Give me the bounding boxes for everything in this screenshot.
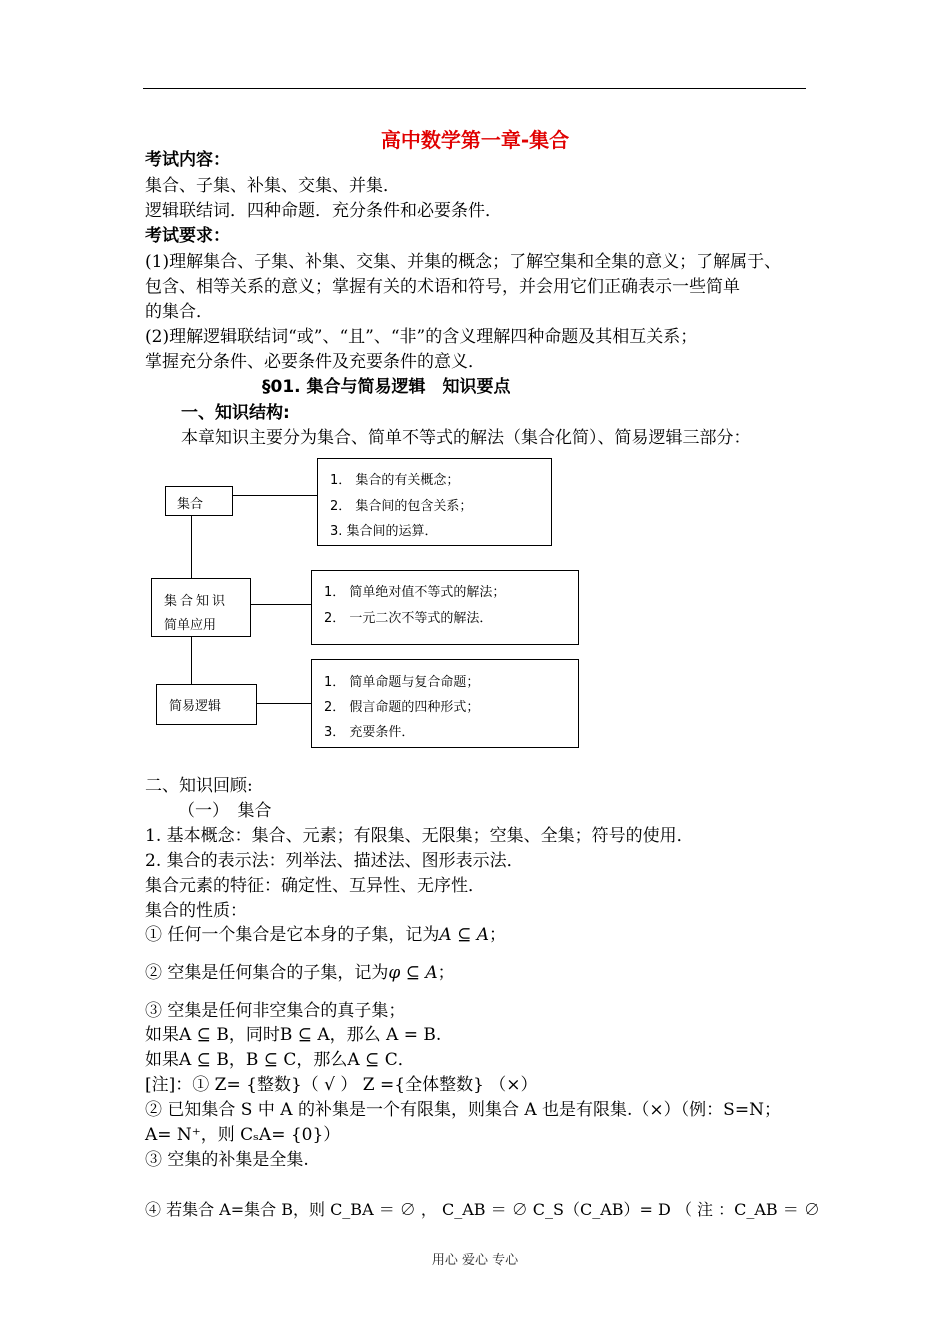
requirement-line: (1)理解集合、子集、补集、交集、并集的概念；了解空集和全集的意义；了解属于、 (145, 252, 782, 272)
top-rule (143, 88, 806, 89)
connector-line (191, 636, 192, 684)
section-subheading: 一、知识结构: (181, 403, 290, 423)
property-end: ； (437, 963, 455, 983)
exam-content-heading: 考试内容： (145, 150, 230, 170)
review-line: 集合的性质： (145, 901, 247, 921)
section-heading: §01. 集合与简易逻辑 知识要点 (262, 377, 511, 397)
note-line: ② 已知集合 S 中 A 的补集是一个有限集，则集合 A 也是有限集.（×）（例：S=N； (145, 1100, 781, 1120)
requirement-line: (2)理解逻辑联结词“或”、“且”、“非”的含义理解四种命题及其相互关系； (145, 327, 698, 347)
requirement-line: 的集合． (145, 302, 213, 322)
box-logic-topics (311, 659, 579, 748)
node-logic-label: 简易逻辑 (169, 699, 222, 714)
box-set-topics (317, 458, 552, 546)
review-line: 1. 基本概念：集合、元素；有限集、无限集；空集、全集；符号的使用． (145, 826, 694, 846)
property-math: φ ⊆ A (388, 963, 438, 983)
box-item: 1． 简单绝对值不等式的解法； (324, 585, 506, 600)
section-intro: 本章知识主要分为集合、简单不等式的解法（集合化简）、简易逻辑三部分： (181, 428, 751, 448)
node-set-label: 集合 (177, 497, 204, 512)
page-footer: 用心 爱心 专心 (431, 1253, 519, 1268)
node-app-label-line2: 简单应用 (164, 618, 217, 633)
requirement-line: 掌握充分条件、必要条件及充要条件的意义． (145, 352, 485, 372)
review-subheading: （一） 集合 (178, 801, 272, 821)
property-line (145, 961, 455, 985)
property-end: ； (489, 925, 507, 945)
review-heading: 二、知识回顾: (145, 776, 253, 796)
node-set-application (151, 578, 251, 637)
connector-line (250, 604, 311, 605)
note-line: [注]：① Z= {整数}（ √ ） Z ={全体整数} （×） (145, 1075, 538, 1095)
note-line: ④ 若集合 A=集合 B，则 C_BA ＝ ∅ ， C_AB ＝ ∅ C_S（C_AB）= D （ 注 ：C_AB ＝ ∅ (145, 1200, 820, 1219)
note-line: A= N⁺，则 CₛA= {0}） (145, 1125, 341, 1145)
box-inequality-topics (311, 570, 579, 645)
connector-line (256, 703, 311, 704)
exam-requirements-heading: 考试要求： (145, 226, 230, 246)
property-line (145, 923, 506, 947)
note-line: ③ 空集的补集是全集. (145, 1150, 309, 1170)
box-item: 2． 假言命题的四种形式； (324, 700, 480, 715)
box-item: 2． 一元二次不等式的解法． (324, 611, 493, 626)
box-item: 3． 充要条件． (324, 725, 415, 740)
box-item: 3. 集合间的运算． (330, 524, 438, 539)
property-line: ③ 空集是任何非空集合的真子集； (145, 1001, 406, 1021)
connector-line (232, 495, 317, 496)
review-line: 集合元素的特征：确定性、互异性、无序性． (145, 876, 485, 896)
property-line: 如果A ⊆ B，同时B ⊆ A，那么 A = B. (145, 1025, 442, 1045)
property-line: 如果A ⊆ B，B ⊆ C，那么A ⊆ C． (145, 1050, 415, 1070)
node-app-label-line1: 集合知识 (164, 594, 229, 609)
connector-line (191, 515, 192, 579)
page-title: 高中数学第一章-集合 (380, 128, 570, 152)
node-set (165, 486, 233, 516)
property-text: ② 空集是任何集合的子集，记为 (145, 963, 389, 983)
box-item: 1． 集合的有关概念； (330, 473, 460, 488)
exam-content-line: 集合、子集、补集、交集、并集． (145, 176, 400, 196)
property-math: A ⊆ A (439, 925, 490, 945)
node-logic (156, 684, 257, 725)
review-line: 2. 集合的表示法：列举法、描述法、图形表示法． (145, 851, 524, 871)
box-item: 2． 集合间的包含关系； (330, 499, 473, 514)
box-item: 1． 简单命题与复合命题； (324, 675, 480, 690)
requirement-line: 包含、相等关系的意义；掌握有关的术语和符号，并会用它们正确表示一些简单 (145, 277, 740, 297)
property-text: ① 任何一个集合是它本身的子集，记为 (145, 925, 440, 945)
exam-content-line: 逻辑联结词．四种命题．充分条件和必要条件． (145, 201, 502, 221)
